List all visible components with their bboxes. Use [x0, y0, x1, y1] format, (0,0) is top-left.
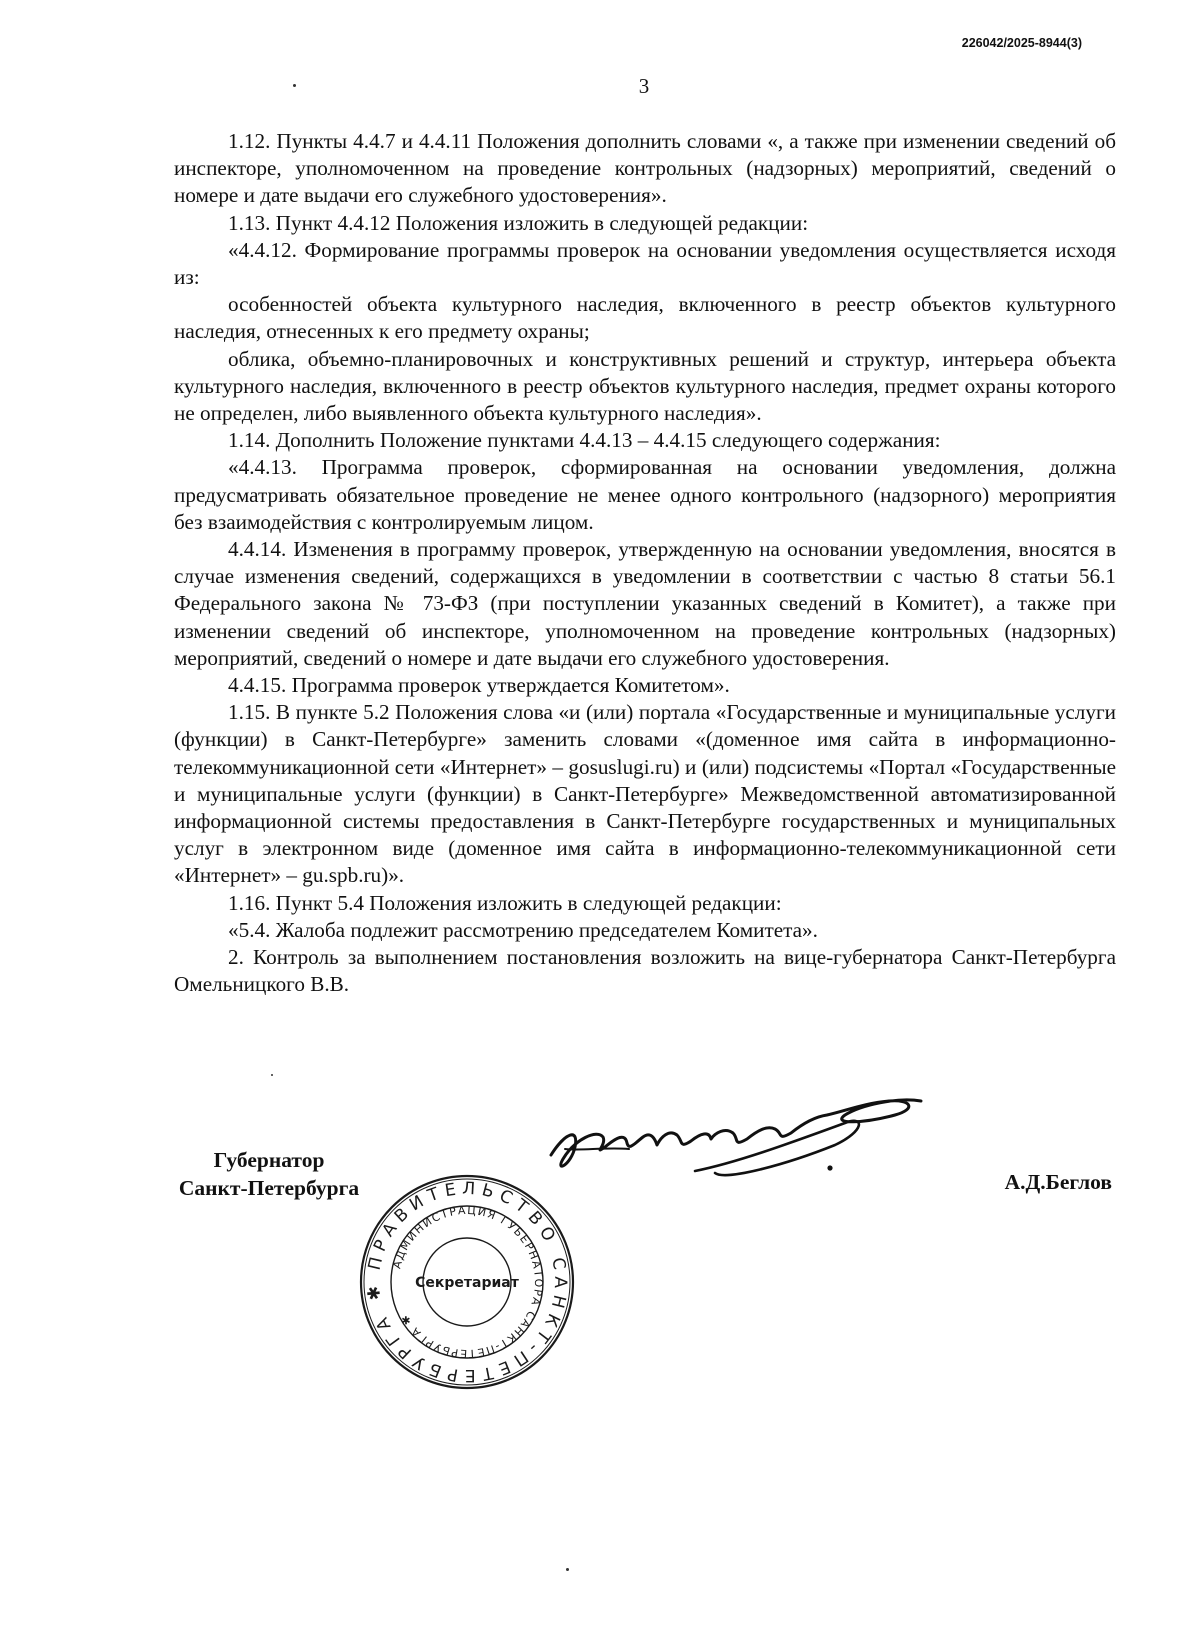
signatory-title-line2: Санкт-Петербурга: [178, 1176, 360, 1200]
paragraph-4-4-15: 4.4.15. Программа проверок утверждается Комитетом».: [228, 673, 730, 698]
paragraph-features: особенностей объекта культурного наследия, включенного в реестр объектов культурного наследия, отнесенных к его предмету охраны;: [174, 292, 1116, 344]
paragraph-2: 2. Контроль за выполнением постановления возложить на вице-губернатора Санкт-Петербурга Омельницкого В.В.: [174, 945, 1116, 997]
paragraph-1-16: 1.16. Пункт 5.4 Положения изложить в следующей редакции:: [228, 890, 782, 915]
paragraph-4-4-12: «4.4.12. Формирование программы проверок на основании уведомления осуществляется исходя из:: [174, 237, 1116, 290]
svg-text:АДМИНИСТРАЦИЯ ГУБЕРНАТОРА САНК: АДМИНИСТРАЦИЯ ГУБЕРНАТОРА САНКТ-ПЕТЕРБУРГА ✱: [390, 1203, 546, 1361]
document-body: [174, 128, 1116, 999]
paragraph-1-14: 1.14. Дополнить Положение пунктами 4.4.13 – 4.4.15 следующего содержания:: [228, 428, 941, 453]
signatory-title-line1: Губернатор: [213, 1148, 325, 1172]
scan-speck: [293, 84, 296, 87]
signer-name: А.Д.Беглов: [1004, 1170, 1112, 1194]
paragraph-1-12: 1.12. Пункты 4.4.7 и 4.4.11 Положения дополнить словами «, а также при изменении сведений об инспекторе, уполномоченном на проведение контрольных (надзорных) мероприятий, сведений о номере и дате выдачи его служебного удостоверения».: [174, 129, 1116, 208]
paragraph-appearance: облика, объемно-планировочных и конструктивных решений и структур, интерьера объекта культурного наследия, включенного в реестр объектов культурного наследия, предмет охраны которого не определен, либо выявленного объекта культурного наследия».: [174, 346, 1116, 426]
svg-text:ПРАВИТЕЛЬСТВО САНКТ-ПЕТЕРБУРГА: ПРАВИТЕЛЬСТВО САНКТ-ПЕТЕРБУРГА ✱: [363, 1178, 571, 1386]
document-number: 226042/2025-8944(3): [961, 36, 1082, 50]
paragraph-4-4-14: 4.4.14. Изменения в программу проверок, утвержденную на основании уведомления, вносятся в случае изменения сведений, содержащихся в уведомлении в соответствии с частью 8 статьи 56.1 Федерального закона № 73-ФЗ (при поступлении указанных сведений в Комитет), а также при изменении сведений об инспекторе, уполномоченном на проведение контрольных (надзорных) мероприятий, сведений о номере и дате выдачи его служебного удостоверения.: [174, 537, 1116, 670]
signatory-title: [164, 1146, 374, 1202]
paragraph-5-4: «5.4. Жалоба подлежит рассмотрению председателем Комитета».: [228, 917, 818, 942]
page-number: 3: [638, 74, 650, 98]
handwritten-signature: [545, 1093, 965, 1203]
svg-text:Секретариат: Секретариат: [415, 1275, 519, 1291]
paragraph-1-13: 1.13. Пункт 4.4.12 Положения изложить в следующей редакции:: [228, 210, 809, 235]
scan-speck: [566, 1568, 569, 1571]
paragraph-1-15: 1.15. В пункте 5.2 Положения слова «и (или) портала «Государственные и муниципальные услуги (функции) в Санкт-Петербурге» заменить словами «(доменное имя сайта в информационно-телекоммуникационной сети «Интернет» – gosuslugi.ru) и (или) подсистемы «Портал «Государственные и муниципальные услуги (функции) в Санкт-Петербурге» Межведомственной автоматизированной информационной системы предоставления в Санкт-Петербурге государственных и муниципальных услуг в электронном виде (доменное имя сайта в информационно-телекоммуникационной сети «Интернет» – gu.spb.ru)».: [174, 700, 1116, 888]
scan-speck: [271, 1074, 273, 1076]
official-seal: [357, 1172, 577, 1392]
paragraph-4-4-13: «4.4.13. Программа проверок, сформированная на основании уведомления, должна предусматривать обязательное проведение не менее одного контрольного (надзорного) мероприятия без взаимодействия с контролируемым лицом.: [174, 455, 1116, 534]
